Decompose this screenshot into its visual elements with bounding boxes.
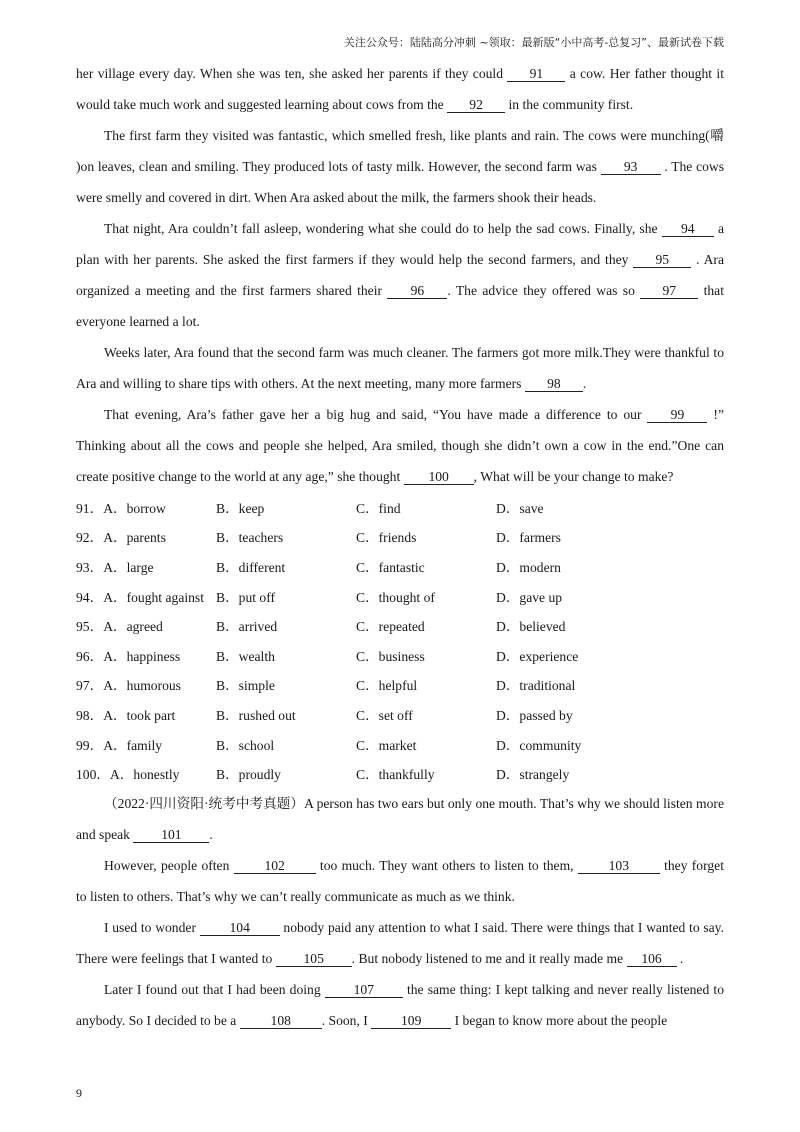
option-91-c: C．find — [356, 500, 401, 516]
options-row-96 — [76, 640, 724, 670]
passage-1 — [76, 58, 724, 492]
option-93-d: D．modern — [496, 559, 561, 575]
option-99-a: 99．A．family — [76, 737, 163, 753]
options-row-94 — [76, 581, 724, 611]
option-98-d: D．passed by — [496, 707, 573, 723]
option-95-b: B．arrived — [216, 619, 278, 635]
option-100-a: 100．A．honestly — [76, 767, 180, 783]
option-92-a: 92．A．parents — [76, 530, 166, 546]
blank-93: 93 — [601, 159, 661, 175]
option-93-c: C．fantastic — [356, 559, 425, 575]
option-98-b: B．rushed out — [216, 707, 296, 723]
passage-1-paragraph-1: her village every day. When she was ten, she asked her parents if they could 91 a cow. Her father thought it would take much work and suggested learning about cows from the 92 in the community first. — [76, 66, 724, 112]
blank-92: 92 — [447, 97, 505, 113]
option-99-c: C．market — [356, 737, 417, 753]
option-91-a: 91．A．borrow — [76, 500, 166, 516]
option-98-a: 98．A．took part — [76, 707, 176, 723]
document-body — [76, 58, 724, 1036]
option-99-b: B．school — [216, 737, 275, 753]
blank-108: 108 — [240, 1013, 322, 1029]
passage-2 — [76, 788, 724, 1036]
options-row-91 — [76, 492, 724, 522]
passage-1-paragraph-4: Weeks later, Ara found that the second farm was much cleaner. The farmers got more milk.They were thankful to Ara and willing to share tips with others. At the next meeting, many more farmers 98 . — [76, 345, 724, 391]
blank-97: 97 — [640, 283, 698, 299]
option-100-b: B．proudly — [216, 767, 281, 783]
option-97-a: 97．A．humorous — [76, 678, 181, 694]
options-list — [76, 492, 724, 788]
option-94-c: C．thought of — [356, 589, 435, 605]
blank-103: 103 — [578, 858, 660, 874]
option-96-b: B．wealth — [216, 648, 275, 664]
options-row-99 — [76, 729, 724, 759]
passage-1-paragraph-2: The first farm they visited was fantastic, which smelled fresh, like plants and rain. The cows were munching(嚼 )on leaves, clean and smiling. They produced lots of tasty milk. However, the second farm was 93 . The cows were smelly and covered in dirt. When Ara asked about the milk, the farmers shook their heads. — [76, 128, 725, 205]
option-93-a: 93．A．large — [76, 559, 154, 575]
option-94-b: B．put off — [216, 589, 276, 605]
blank-100: 100 — [404, 469, 474, 485]
options-row-98 — [76, 699, 724, 729]
page-header: 关注公众号：陆陆高分冲刺 ~领取：最新版“小中高考-总复习”、最新试卷下载 — [343, 36, 724, 49]
option-96-d: D．experience — [496, 648, 579, 664]
option-97-c: C．helpful — [356, 678, 418, 694]
option-97-b: B．simple — [216, 678, 275, 694]
blank-95: 95 — [633, 252, 691, 268]
passage-2-paragraph-3: I used to wonder 104 nobody paid any attention to what I said. There were things that I wanted to say. There were feelings that I wanted to 105 . But nobody listened to me and it really made me 106 . — [76, 919, 724, 966]
passage-2-paragraph-4: Later I found out that I had been doing 107 the same thing: I kept talking and never really listened to anybody. So I decided to be a 108 . Soon, I 109 I began to know more about the people — [76, 981, 724, 1028]
option-99-d: D．community — [496, 737, 582, 753]
blank-106: 106 — [627, 951, 677, 967]
blank-107: 107 — [325, 982, 403, 998]
passage-2-paragraph-1: （2022·四川资阳·统考中考真题）A person has two ears but only one mouth. That’s why we should listen more and speak 101 . — [76, 795, 724, 842]
options-row-92 — [76, 522, 724, 552]
option-100-c: C．thankfully — [356, 767, 435, 783]
option-97-d: D．traditional — [496, 678, 576, 694]
options-row-93 — [76, 551, 724, 581]
passage-1-paragraph-5: That evening, Ara’s father gave her a big hug and said, “You have made a difference to our 99 !” Thinking about all the cows and people she helped, Ara smiled, though she didn’t own a cow in the end.”One can create positive change to the world at any age,” she thought 100 , What will be your change to make? — [76, 407, 724, 484]
blank-94: 94 — [662, 221, 714, 237]
blank-98: 98 — [525, 376, 583, 392]
blank-105: 105 — [276, 951, 352, 967]
option-93-b: B．different — [216, 559, 286, 575]
option-100-d: D．strangely — [496, 767, 570, 783]
blank-99: 99 — [647, 407, 707, 423]
blank-104: 104 — [200, 920, 280, 936]
passage-1-paragraph-3: That night, Ara couldn’t fall asleep, wondering what she could do to help the sad cows. Finally, she 94 a plan with her parents. She asked the first farmers if they would help the second farmers, and they 95 . Ara organized a meeting and the first farmers shared their 96 . The advice they offered was so 97 that everyone learned a lot. — [76, 221, 724, 329]
option-91-d: D．save — [496, 500, 544, 516]
blank-109: 109 — [371, 1013, 451, 1029]
blank-101: 101 — [133, 827, 209, 843]
option-96-c: C．business — [356, 648, 425, 664]
option-92-c: C．friends — [356, 530, 417, 546]
option-91-b: B．keep — [216, 500, 265, 516]
blank-96: 96 — [387, 283, 447, 299]
blank-91: 91 — [507, 66, 565, 82]
option-95-d: D．believed — [496, 619, 566, 635]
option-92-d: D．farmers — [496, 530, 561, 546]
option-98-c: C．set off — [356, 707, 413, 723]
options-row-100 — [76, 758, 724, 788]
option-95-c: C．repeated — [356, 619, 425, 635]
options-row-95 — [76, 610, 724, 640]
passage-2-paragraph-2: However, people often 102 too much. They want others to listen to them, 103 they forget to listen to others. That’s why we can’t really communicate as much as we think. — [76, 857, 724, 904]
options-row-97 — [76, 670, 724, 700]
blank-102: 102 — [234, 858, 316, 874]
option-92-b: B．teachers — [216, 530, 284, 546]
option-96-a: 96．A．happiness — [76, 648, 181, 664]
option-94-d: D．gave up — [496, 589, 563, 605]
option-94-a: 94．A．fought against — [76, 589, 204, 605]
option-95-a: 95．A．agreed — [76, 619, 163, 635]
page-number: 9 — [76, 1086, 82, 1100]
